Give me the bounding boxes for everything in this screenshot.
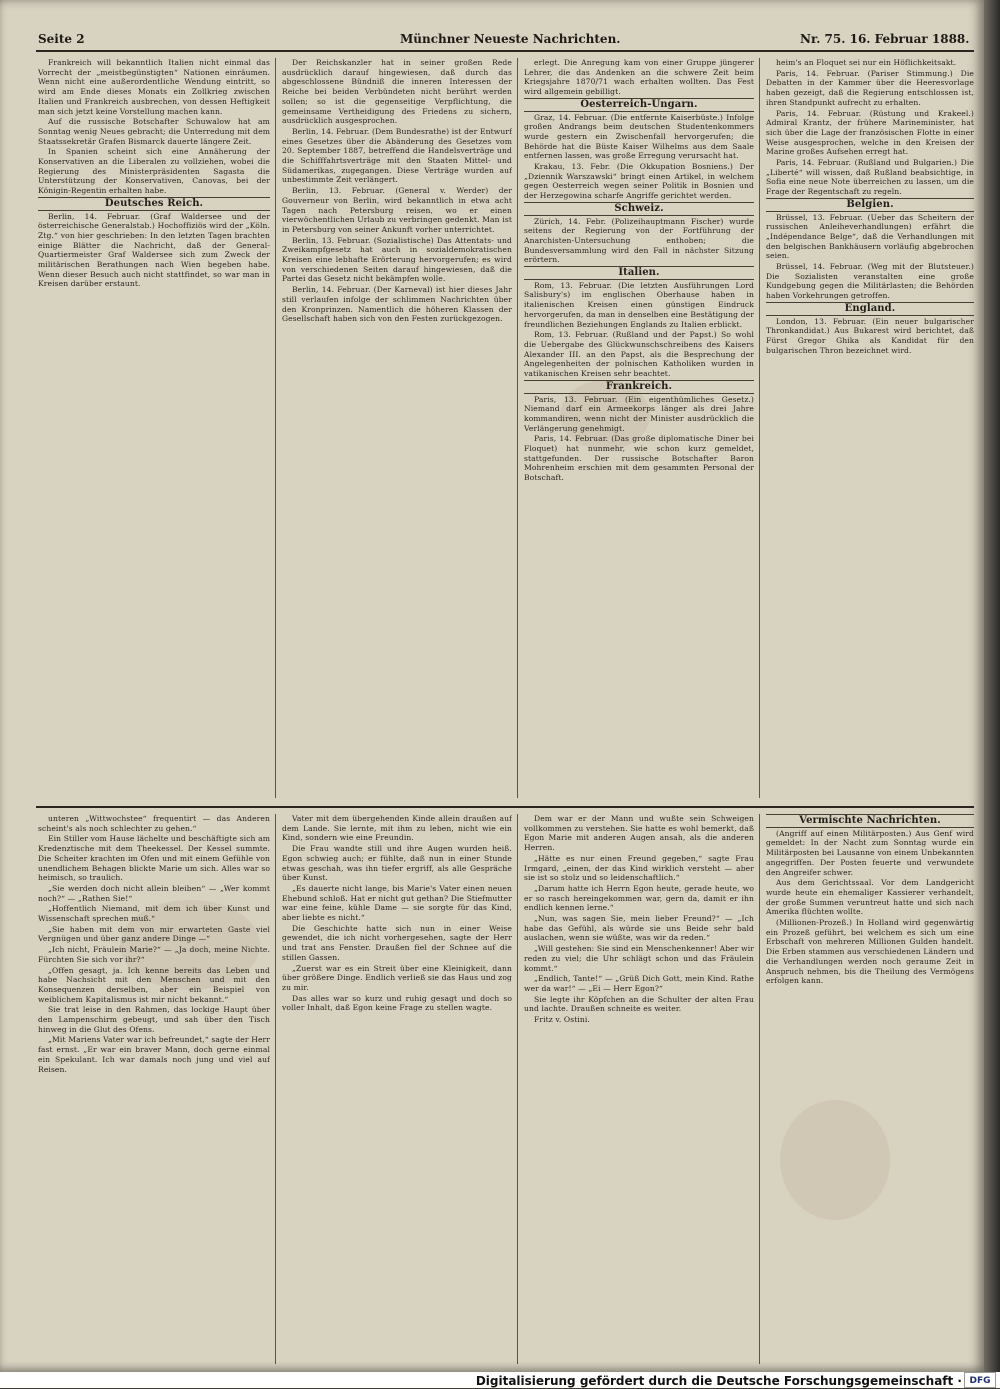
header-rule <box>36 50 974 52</box>
news-column <box>766 814 974 1364</box>
article-paragraph: (Angriff auf einen Militärposten.) Aus Genf wird gemeldet: In der Nacht zum Sonntag wurde ein Militärposten bei Lausanne von einem Unbekannten angegriffen. Der Posten feuerte und verwundete den Angreifer schwer. <box>766 828 974 877</box>
article-paragraph: „Sie haben mit dem von mir erwarteten Gaste viel Vergnügen und über ganz andere Dinge —“ <box>38 924 270 944</box>
article-paragraph: Paris, 14. Februar. (Pariser Stimmung.) Die Debatten in der Kammer über die Heeresvorlage haben gezeigt, daß die Regierung entschlossen ist, ihren Standpunkt aufrecht zu erhalten. <box>766 68 974 107</box>
article-paragraph: Zürich, 14. Febr. (Polizeihauptmann Fischer) wurde seitens der Regierung von der Fortführung der Anarchisten-Untersuchung enthoben; die Bundesversammlung wird den Fall in nächster Sitzung erörtern. <box>524 216 754 265</box>
article-paragraph: Berlin, 13. Februar. (General v. Werder) der Gouverneur von Berlin, wird bekanntlich in etwa acht Tagen nach Petersburg reisen, wo er einen vierwöchentlichen Urlaub zu verbringen gedenkt. Man ist in Petersburg von seiner Ankunft vorher unterrichtet. <box>282 186 512 234</box>
article-paragraph: Paris, 13. Februar. (Ein eigenthümliches Gesetz.) Niemand darf ein Armeekorps länger als drei Jahre kommandiren, wenn nicht der Minister ausdrücklich die Verlängerung genehmigt. <box>524 394 754 433</box>
section-heading: Oesterreich-Ungarn. <box>524 98 754 112</box>
article-paragraph: Brüssel, 13. Februar. (Ueber das Scheitern der russischen Anleiheverhandlungen) erfährt die „Indépendance Belge“, daß die Verhandlungen mit den belgischen Bankhäusern vorläufig abgebrochen seien. <box>766 212 974 261</box>
newspaper-title: Münchner Neueste Nachrichten. <box>400 32 621 46</box>
article-paragraph: Ein Stiller vom Hause lächelte und beschäftigte sich am Kredenztische mit dem Theekessel. Der Kessel summte. Die Scheiter krachten im Ofen und mit einem Gefühle von unendlichem Behagen blickte Marie um sich. Alles war so heimisch, so traulich. <box>38 834 270 883</box>
article-paragraph: In Spanien scheint sich eine Annäherung der Konservativen an die Liberalen zu vollziehen, wobei die Regierung des Ministerpräsidenten Sagasta die Unterstützung der Konservativen, Canovas, bei der Königin-Regentin erhalten habe. <box>38 147 270 196</box>
article-paragraph: Fritz v. Ostini. <box>534 1015 590 1025</box>
article-paragraph: Sie trat leise in den Rahmen, das lockige Haupt über den Lampenschirm gebeugt, und sah über den Tisch hinweg in die Glut des Ofens. <box>38 1005 270 1034</box>
article-paragraph: Vater mit dem übergehenden Kinde allein draußen auf dem Lande. Sie lernte, mit ihm zu leben, nicht wie ein Kind, sondern wie eine Freundin. <box>282 814 512 843</box>
article-paragraph: „Darum hatte ich Herrn Egon heute, gerade heute, wo er so rasch hereingekommen war, gern da, damit er ihn endlich kennen lerne.“ <box>524 883 754 913</box>
column-divider <box>517 58 518 798</box>
article-paragraph: Krakau, 13. Febr. (Die Okkupation Bosniens.) Der „Dziennik Warszawski“ bringt einen Artikel, in welchem gegen Oesterreich wegen seiner Politik in Bosnien und der Herzegowina scharfe Angriffe gerichtet werden. <box>524 162 754 201</box>
page-number: Seite 2 <box>38 32 85 46</box>
article-paragraph: heim's an Floquet sei nur ein Höflichkeitsakt. <box>776 58 957 67</box>
column-divider <box>759 58 760 798</box>
article-paragraph: „Hätte es nur einen Freund gegeben,“ sagte Frau Irmgard, „einen, der das Kind wirklich versteht — aber sie ist so stolz und so leidenschaftlich.“ <box>524 853 754 883</box>
article-paragraph: Berlin, 14. Februar. (Der Karneval) ist hier dieses Jahr still verlaufen infolge der schlimmen Nachrichten über den Kronprinzen. Namentlich die höheren Klassen der Gesellschaft haben sich von den Festen zurückgezogen. <box>282 285 512 324</box>
article-paragraph: Paris, 14. Februar. (Rüstung und Krakeel.) Admiral Krantz, der frühere Marineminister, hat sich über die Lage der französischen Flotte in einer Weise ausgesprochen, welche in den Kreisen der Marine großes Aufsehen erregt hat. <box>766 108 974 157</box>
section-heading: Frankreich. <box>524 380 754 394</box>
article-paragraph: Aus dem Gerichtssaal. Vor dem Landgericht wurde heute ein ehemaliger Kassierer verhandelt, der große Summen veruntreut hatte und sich nach Amerika flüchten wollte. <box>766 878 974 917</box>
feuilleton-column-3 <box>524 814 754 1364</box>
article-paragraph: erlegt. Die Anregung kam von einer Gruppe jüngerer Lehrer, die das Andenken an die schwere Zeit beim Kriegsjahre 1870/71 wach erhalten wollten. Das Fest wird allgemein gebilligt. <box>524 58 754 97</box>
article-paragraph: „Will gestehen: Sie sind ein Menschenkenner! Aber wir reden zu viel; die Uhr schlägt schon und das Fräulein kommt.“ <box>524 944 754 973</box>
article-paragraph: „Es dauerte nicht lange, bis Marie's Vater einen neuen Ehebund schloß. Hat er nicht gut gethan? Die Stiefmutter war eine feine, kühle Dame — sie sorgte für das Kind, aber liebte es nicht.“ <box>282 883 512 923</box>
article-paragraph: Rom, 13. Februar. (Die letzten Ausführungen Lord Salisbury's) im englischen Oberhause haben in italienischen Kreisen einen günstigen Eindruck hervorgerufen, da man in denselben eine Bestätigung der freundlichen Beziehungen Englands zu Italien erblickt. <box>524 280 754 329</box>
article-paragraph: Dem war er der Mann und wußte sein Schweigen vollkommen zu verstehen. Sie hatte es wohl bemerkt, daß Egon Marie mit anderen Augen ansah, als die anderen Herren. <box>524 814 754 853</box>
column-3 <box>524 58 754 798</box>
section-heading: Deutsches Reich. <box>38 197 270 211</box>
column-divider <box>275 58 276 798</box>
dfg-logo: DFG <box>964 1372 996 1388</box>
article-paragraph: Frankreich will bekanntlich Italien nicht einmal das Vorrecht der „meistbegünstigten“ Nationen einräumen. Wenn nicht eine außerordentliche Wendung eintritt, so wird am Ende dieses Monats ein Zollkrieg zwischen Italien und Frankreich ausbrechen, von dessen Heftigkeit man sich jetzt keine Vorstellung machen kann. <box>38 58 270 116</box>
section-heading: Belgien. <box>766 198 974 212</box>
book-spine-shadow <box>984 0 1000 1388</box>
issue-date: Nr. 75. 16. Februar 1888. <box>800 32 970 46</box>
article-paragraph: Der Reichskanzler hat in seiner großen Rede ausdrücklich darauf hingewiesen, daß durch das abgeschlossene Bündniß die inneren Interessen der Reiche bei beiden Verbündeten nicht berührt werden sollen; so ist die gegenseitige Verpflichtung, die gemeinsame Vertheidigung des Friedens zu sichern, ausdrücklich ausgesprochen. <box>282 58 512 126</box>
article-paragraph: „Mit Mariens Vater war ich befreundet,“ sagte der Herr fast ernst. „Er war ein braver Mann, doch gerne einmal ein Spekulant. Ich war damals noch jung und viel auf Reisen. <box>38 1035 270 1074</box>
column-4 <box>766 58 974 798</box>
article-paragraph: „Nun, was sagen Sie, mein lieber Freund?“ — „Ich habe das Gefühl, als würde sie uns Beide sehr bald auslachen, wenn sie wüßte, was wir da reden.“ <box>524 914 754 943</box>
article-paragraph: Paris, 14. Februar. (Das große diplomatische Diner bei Floquet) hat nunmehr, wie schon kurz gemeldet, stattgefunden. Der russische Botschafter Baron Mohrenheim erschien mit dem gesammten Personal der Botschaft. <box>524 434 754 483</box>
article-paragraph: „Sie werden doch nicht allein bleiben“ — „Wer kommt noch?“ — „Rathen Sie!“ <box>38 883 270 903</box>
article-paragraph: Auf die russische Botschafter Schuwalow hat am Sonntag wenig Neues gebracht; die Unterredung mit dem Staatssekretär Grafen Bismarck dauerte längere Zeit. <box>38 117 270 146</box>
article-paragraph: „Zuerst war es ein Streit über eine Kleinigkeit, dann über größere Dinge. Endlich verließ sie das Haus und zog zu mir. <box>282 963 512 992</box>
section-heading: Italien. <box>524 266 754 280</box>
digitization-credit: Digitalisierung gefördert durch die Deutsche Forschungsgemeinschaft · <box>475 1374 962 1388</box>
article-paragraph: Das alles war so kurz und ruhig gesagt und doch so voller Inhalt, daß Egon keine Frage zu stellen wagte. <box>282 993 512 1013</box>
column-1 <box>38 58 270 798</box>
article-paragraph: (Millionen-Prozeß.) In Holland wird gegenwärtig ein Prozeß geführt, bei welchem es sich um eine Erbschaft von mehreren Millionen Gulden handelt. Die Erben stammen aus verschiedenen Ländern und die Verhandlungen werden noch geraume Zeit in Anspruch nehmen, bis die Theilung des Vermögens erfolgen kann. <box>766 918 974 986</box>
article-paragraph: „Ich nicht, Fräulein Marie?“ — „Ja doch, meine Nichte. Fürchten Sie sich vor ihr?“ <box>38 945 270 964</box>
article-paragraph: Berlin, 13. Februar. (Sozialistische) Das Attentats- und Zweikampfgesetz hat auch in sozialdemokratischen Kreisen eine lebhafte Erörterung hervorgerufen; es wird von verschiedenen Seiten darauf hingewiesen, daß die Partei das Gesetz nicht bekämpfen wolle. <box>282 235 512 284</box>
feuilleton-column-2 <box>282 814 512 1364</box>
section-heading: Vermischte Nachrichten. <box>766 814 974 828</box>
section-heading: Schweiz. <box>524 202 754 216</box>
article-paragraph: London, 13. Februar. (Ein neuer bulgarischer Thronkandidat.) Aus Bukarest wird berichtet, daß Fürst Gregor Ghika als Kandidat für den bulgarischen Thron bezeichnet wird. <box>766 316 974 355</box>
column-2 <box>282 58 512 798</box>
article-paragraph: Die Geschichte hatte sich nun in einer Weise gewendet, die ich nicht vorhergesehen, sagte der Herr und trat ans Fenster. Draußen fiel der Schnee auf die stillen Gassen. <box>282 923 512 962</box>
article-paragraph: Die Frau wandte still und ihre Augen wurden heiß. Egon schwieg auch; er fühlte, daß nun in einer Stunde etwas geschah, was ihn tiefer ergriff, als alle Gespräche über Kunst. <box>282 844 512 883</box>
article-paragraph: Rom, 13. Februar. (Rußland und der Papst.) So wohl die Uebergabe des Glückwunschschreibens des Kaisers Alexander III. an den Papst, als die Besprechung der Angelegenheiten der polnischen Katholiken wurden in vatikanischen Kreisen sehr beachtet. <box>524 330 754 379</box>
article-paragraph: „Hoffentlich Niemand, mit dem ich über Kunst und Wissenschaft sprechen muß.“ <box>38 904 270 924</box>
column-divider <box>275 814 276 1364</box>
article-paragraph: Sie legte ihr Köpfchen an die Schulter der alten Frau und lachte. Draußen schneite es weiter. <box>524 994 754 1014</box>
article-paragraph: „Endlich, Tante!“ — „Grüß Dich Gott, mein Kind. Rathe wer da war!“ — „Ei — Herr Egon?“ <box>524 974 754 993</box>
column-divider <box>517 814 518 1364</box>
article-paragraph: unteren „Wittwochstee“ frequentirt — das Anderen scheint's als noch schlechter zu gehen.“ <box>38 814 270 833</box>
article-paragraph: Brüssel, 14. Februar. (Weg mit der Blutsteuer.) Die Sozialisten veranstalten eine große Kundgebung gegen die Militärlasten; die Behörden haben Vorkehrungen getroffen. <box>766 262 974 301</box>
article-paragraph: Berlin, 14. Februar. (Dem Bundesrathe) ist der Entwurf eines Gesetzes über die Abänderung des Gesetzes vom 20. September 1887, betreffend die Handelsverträge und die Schifffahrtsverträge mit den Staaten Mittel- und Südamerikas, zugegangen. Diese Verträge wurden auf unbestimmte Zeit verlängert. <box>282 126 512 185</box>
article-paragraph: Graz, 14. Februar. (Die entfernte Kaiserbüste.) Infolge großen Andrangs beim deutschen Studentenkommers wurde gestern ein Zwischenfall hervorgerufen; die Behörde hat die Büste Kaiser Wilhelms aus dem Saale entfernen lassen, was große Erregung verursacht hat. <box>524 112 754 161</box>
section-heading: England. <box>766 302 974 316</box>
feuilleton-rule <box>36 806 974 808</box>
feuilleton-column-1 <box>38 814 270 1364</box>
article-paragraph: Berlin, 14. Februar. (Graf Waldersee und der österreichische Generalstab.) Hochoffiziös wird der „Köln. Ztg.“ von hier geschrieben: In den letzten Tagen brachten einige Blätter die Nachricht, daß der General-Quartiermeister Graf Waldersee sich zum Zweck der militärischen Berathungen nach Wien begeben habe. Wenn dieser Besuch auch nicht stattfindet, so war man in Kreisen darüber erstaunt. <box>38 211 270 289</box>
column-divider <box>759 814 760 1364</box>
article-paragraph: Paris, 14. Februar. (Rußland und Bulgarien.) Die „Liberté“ will wissen, daß Rußland beabsichtige, in Sofia eine neue Note überreichen zu lassen, um die Frage der Regentschaft zu regeln. <box>766 158 974 197</box>
article-paragraph: „Offen gesagt, ja. Ich kenne bereits das Leben und habe Nachsicht mit den Menschen und mit den Konsequenzen derselben, aber ein Beispiel von weiblichem Kapitalismus ist mir nicht bekannt.“ <box>38 965 270 1004</box>
